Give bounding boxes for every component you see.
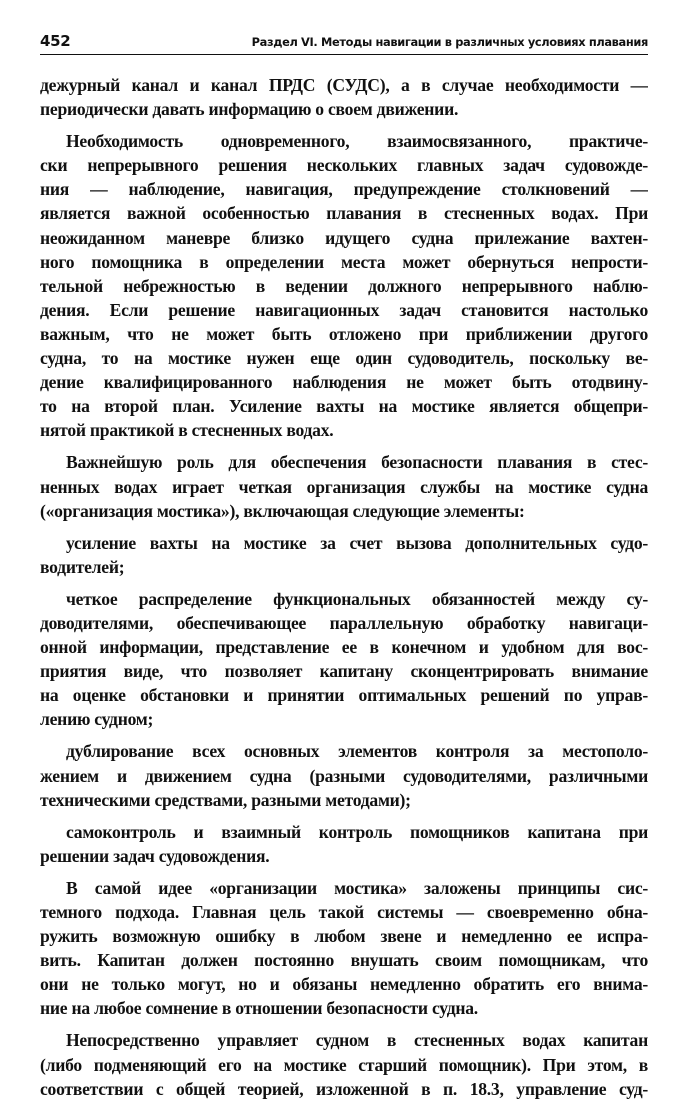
text-line: неожиданном маневре близко идущего судна прилежание вахтен- [40,227,648,248]
text-line: водителей; [40,556,125,577]
text-line: дение квалифицированного наблюдения не может быть отодвину- [40,372,648,393]
paragraph [40,73,648,121]
text-line: они не только могут, но и обязаны немедленно обратить его внима- [40,974,648,995]
text-line: (либо подменяющий его на мостике старший помощник). При этом, в [40,1054,648,1075]
paragraph [40,450,648,522]
text-line: периодически давать информацию о своем движении. [40,99,459,120]
body-text [40,73,648,1109]
text-line: жением и движением судна (разными судоводителями, различными [40,765,648,786]
text-line: тельной небрежностью в ведении должного непрерывного наблю- [40,275,648,296]
text-line: ние на любое сомнение в отношении безопасности судна. [40,998,478,1019]
text-line: приятия виде, что позволяет капитану сконцентрировать внимание [40,661,648,682]
text-line: («организация мостика»), включающая следующие элементы: [40,500,525,521]
text-line: является важной особенностью плавания в стесненных водах. При [40,203,648,224]
text-line: судна, то на мостике нужен еще один судоводитель, поскольку ве- [40,348,648,369]
text-line: ружить возможную ошибку в любом звене и немедленно ее испра- [40,926,648,947]
text-line: нятой практикой в стесненных водах. [40,420,334,441]
text-line: Непосредственно управляет судном в стесненных водах капитан [66,1030,648,1051]
text-line: усиление вахты на мостике за счет вызова дополнительных судо- [66,532,648,553]
paragraph [40,1028,648,1100]
paragraph [40,129,648,442]
text-line: лению судном; [40,709,154,730]
text-line: онной информации, представление ее в конечном и удобном для вос- [40,637,648,658]
text-line: решении задач судовождения. [40,845,270,866]
page-header [40,32,648,55]
running-head: Раздел VI. Методы навигации в различных условиях плавания [251,35,648,49]
list-item [40,531,648,579]
list-item [40,587,648,732]
page-number: 452 [40,32,71,50]
text-line: Необходимость одновременного, взаимосвязанного, практиче- [66,131,648,152]
text-line: техническими средствами, разными методами); [40,789,411,810]
text-line: важным, что не может быть отложено при приближении другого [40,323,648,344]
text-line: дублирование всех основных элементов контроля за местополо- [66,741,648,762]
text-line: доводителями, обеспечивающее параллельную обработку навигаци- [40,612,648,633]
text-line: дежурный канал и канал ПРДС (СУДС), а в случае необходимости — [40,75,648,95]
text-line: В самой идее «организации мостика» заложены принципы сис- [66,877,648,898]
text-line: ния — наблюдение, навигация, предупреждение столкновений — [40,179,648,200]
text-line: на оценке обстановки и принятии оптимальных решений по управ- [40,685,648,706]
text-line: темного подхода. Главная цель такой системы — своевременно обна- [40,902,648,922]
text-line: ненных водах играет четкая организация службы на мостике судна [40,476,648,497]
text-line: дения. Если решение навигационных задач становится настолько [40,299,648,320]
list-item [40,739,648,811]
text-line: то на второй план. Усиление вахты на мостике является общепри- [40,396,648,417]
list-item [40,820,648,868]
text-line: ски непрерывного решения нескольких главных задач судовожде- [40,155,648,176]
paragraph [40,876,648,1021]
text-line: четкое распределение функциональных обязанностей между су- [66,588,648,609]
text-line: Важнейшую роль для обеспечения безопасности плавания в стес- [66,452,648,473]
text-line: вить. Капитан должен постоянно внушать своим помощникам, что [40,950,648,971]
text-line: ного помощника в определении места может обернуться непрости- [40,251,648,272]
text-line: соответствии с общей теорией, изложенной в п. 18.3, управление суд- [40,1078,648,1099]
text-line: самоконтроль и взаимный контроль помощников капитана при [66,821,648,842]
